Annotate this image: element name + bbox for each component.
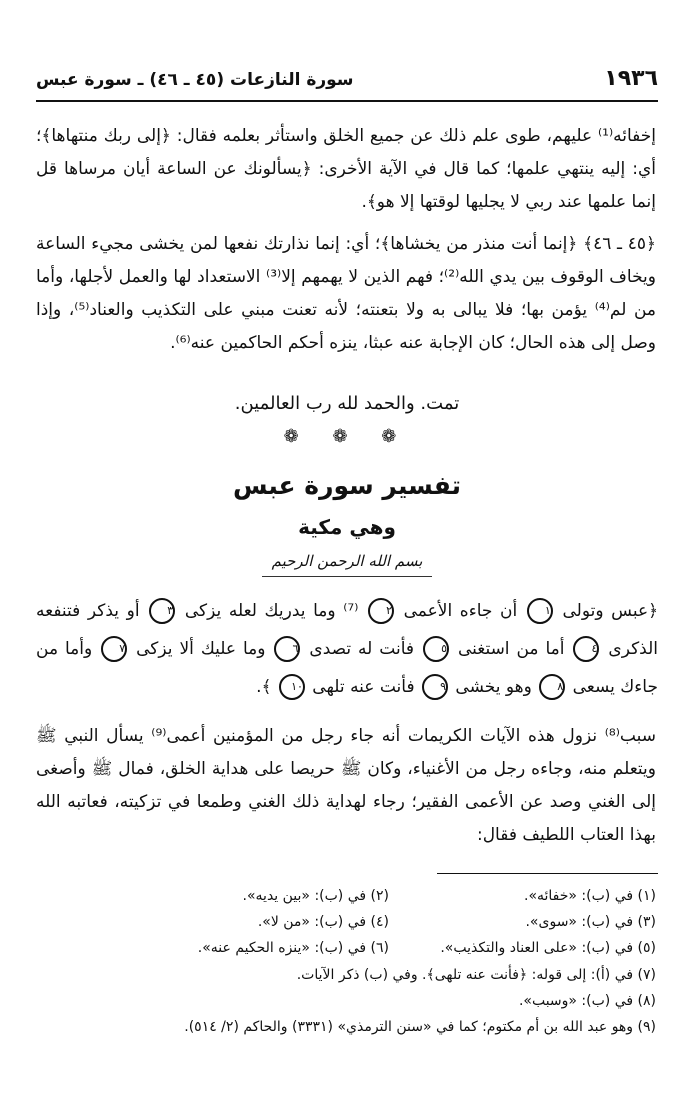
basmala: بسم الله الرحمن الرحيم bbox=[271, 552, 423, 570]
surah-title: تفسير سورة عبس bbox=[232, 471, 461, 500]
page-number: ١٩٣٦ bbox=[604, 66, 658, 91]
footnote-number: (٢) bbox=[370, 888, 389, 904]
verse-number-marker: ٩ bbox=[422, 674, 448, 700]
basmala-underline bbox=[262, 576, 432, 577]
paragraph-nazi-at-ending: إخفائه⁽¹⁾ عليهم، طوى علم ذلك عن جميع الخلق واستأثر بعلمه فقال: ﴿إلى ربك منتهاها﴾؛ أي: إليه ينتهي علمها؛ كما قال في الآية الأخرى: ﴿يسألونك عن الساعة أيان مرساها قل إنما علمها عند ربي لا يجليها لوقتها إلا هو﴾. bbox=[36, 126, 656, 212]
verse-text: فأنت عنه تلهى bbox=[312, 677, 415, 697]
verses-closing-bracket: ﴾. bbox=[256, 677, 272, 697]
verse-number-marker: ٨ bbox=[539, 674, 565, 700]
footnote bbox=[243, 886, 389, 906]
paragraph-verses-45-46: ﴿٤٥ ـ ٤٦﴾ ﴿إنما أنت منذر من يخشاها﴾؛ أي: إنما نذارتك نفعها لمن يخشى مجيء الساعة ويخاف الوقوف بين يدي الله⁽²⁾؛ فهم الذين لا يهمهم إلا⁽³⁾ الاستعداد لها والعمل لأجلها، وأما من لم⁽⁴⁾ يؤمن بها؛ فلا يبالى به ولا بتعنته؛ لأنه تعنت مبني على التكذيب والعناد⁽⁵⁾، وإذا وصل إلى هذه الحال؛ كان الإجابة عنه عبثا، ينزه أحكم الحاكمين عنه⁽⁶⁾. bbox=[36, 234, 656, 353]
footnote bbox=[525, 912, 656, 932]
verse-text: أو يذكر فتنفعه الذكرى bbox=[36, 601, 659, 659]
verse-number-marker: ٧ bbox=[101, 636, 127, 662]
footnote bbox=[440, 938, 656, 958]
verse-text: وأما من جاءك يسعى bbox=[36, 639, 658, 697]
verse-text: أن جاءه الأعمى bbox=[403, 601, 518, 621]
footnote bbox=[184, 1017, 656, 1037]
footnote-number: (١) bbox=[637, 888, 656, 904]
verse-text: أما من استغنى bbox=[457, 639, 565, 659]
footnote-text: في (ب): «من لا». bbox=[257, 914, 367, 930]
running-title: سورة النازعات (٤٥ ـ ٤٦) ـ سورة عبس bbox=[36, 70, 354, 90]
paragraph-occasion-of-revelation: سبب⁽⁸⁾ نزول هذه الآيات الكريمات أنه جاء رجل من المؤمنين أعمى⁽⁹⁾ يسأل النبي ﷺ ويتعلم منه، وجاءه رجل من الأغنياء، وكان ﷺ حريصا على هداية الخلق، فمال ﷺ وأصغى إلى الغني وصد عن الأعمى الفقير؛ رجاء لهداية ذلك الغني وطمعا في تزكيته، فعاتبه الله بهذا العتاب اللطيف فقال: bbox=[36, 726, 656, 845]
footnote-text: في (ب): «ينزه الحكيم عنه». bbox=[197, 940, 367, 956]
footnote-text: في (ب): «على العناد والتكذيب». bbox=[440, 940, 634, 956]
verse-number-marker: ٣ bbox=[149, 598, 175, 624]
verse-number-marker: ٢ bbox=[368, 598, 394, 624]
verse-number-marker: ٥ bbox=[423, 636, 449, 662]
footnote-number: (٩) bbox=[637, 1019, 656, 1035]
footnote-number: (٥) bbox=[637, 940, 656, 956]
footnote-text: في (ب): «وسبب». bbox=[518, 993, 634, 1009]
footnote-number: (٦) bbox=[370, 940, 389, 956]
verse-text: ﴿عبس وتولى bbox=[562, 601, 659, 621]
footnote bbox=[519, 991, 656, 1011]
footnote-text: في (أ): إلى قوله: ﴿فأنت عنه تلهى﴾. وفي (ب) ذكر الآيات. bbox=[296, 967, 634, 983]
verse-text: وهو يخشى bbox=[455, 677, 532, 697]
verse-number-marker: ٦ bbox=[274, 636, 300, 662]
footnote-number: (٣) bbox=[637, 914, 656, 930]
verse-number-marker: ١ bbox=[527, 598, 553, 624]
closing-line: تمت. والحمد لله رب العالمين. bbox=[234, 393, 460, 414]
footnote-number: (٤) bbox=[370, 914, 389, 930]
footnote-number: (٧) bbox=[637, 967, 656, 983]
footnote-number: (٨) bbox=[637, 993, 656, 1009]
footnote bbox=[198, 938, 389, 958]
footnote-text: في (ب): «سوى». bbox=[525, 914, 634, 930]
footnote-text: في (ب): «خفائه». bbox=[524, 888, 634, 904]
footnote bbox=[258, 912, 389, 932]
verse-text: وما عليك ألا يزكى bbox=[136, 639, 266, 659]
verse-text: فأنت له تصدى bbox=[309, 639, 415, 659]
footnotes-divider bbox=[437, 873, 658, 874]
verse-number-marker: ١٠ bbox=[279, 674, 305, 700]
verse-text: ⁽⁷⁾ وما يدريك لعله يزكى bbox=[184, 601, 359, 621]
verse-number-marker: ٤ bbox=[573, 636, 599, 662]
footnote-text: وهو عبد الله بن أم مكتوم؛ كما في «سنن الترمذي» (٣٣٣١) والحاكم (٢/ ٥١٤). bbox=[184, 1019, 634, 1035]
quran-verses-block bbox=[36, 592, 658, 706]
footnote bbox=[524, 886, 656, 906]
page-header bbox=[36, 66, 658, 96]
footnote-text: في (ب): «بين يديه». bbox=[242, 888, 367, 904]
surah-subtitle: وهي مكية bbox=[298, 515, 396, 539]
footnote bbox=[297, 965, 656, 985]
section-divider-stars: ❁ ❁ ❁ bbox=[283, 426, 411, 447]
header-divider bbox=[36, 100, 658, 102]
